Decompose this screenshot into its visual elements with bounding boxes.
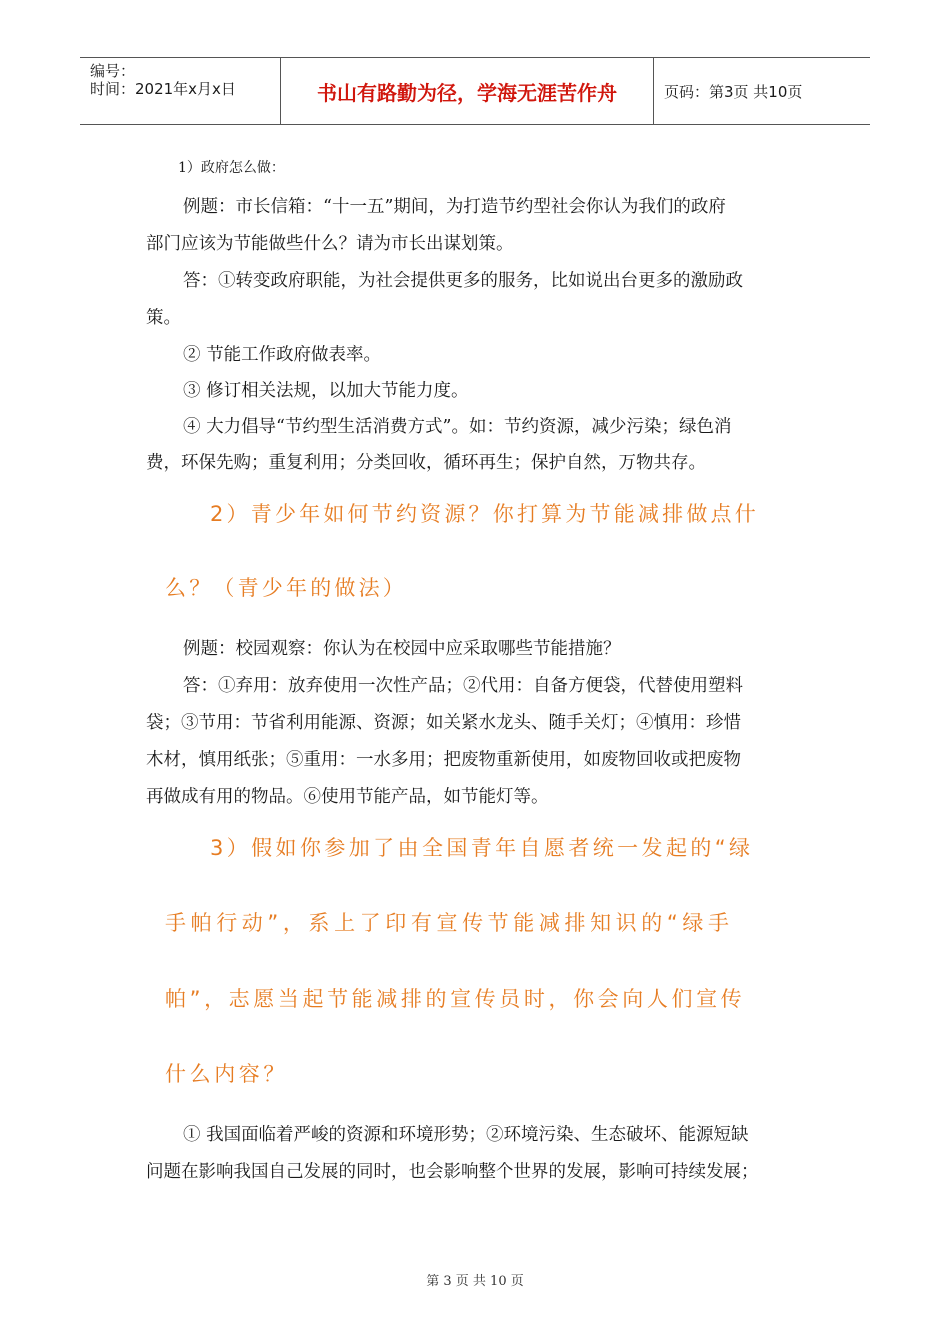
paragraph-line: 木材，慎用纸张；⑤重用：一水多用；把废物重新使用，如废物回收或把废物 [146, 750, 741, 770]
document-header [80, 57, 870, 125]
header-motto: 书山有路勤为径，学海无涯苦作舟 [280, 58, 654, 124]
page-footer: 第 3 页 共 10 页 [426, 1274, 524, 1289]
paragraph-line: 答：①转变政府职能，为社会提供更多的服务，比如说出台更多的激励政 [183, 271, 743, 291]
date-line: 时间：2021年x月x日 [90, 80, 236, 98]
paragraph-line: 答：①弃用：放弃使用一次性产品；②代用：自备方便袋，代替使用塑料 [183, 676, 743, 696]
paragraph-line: ① 我国面临着严峻的资源和环境形势；②环境污染、生态破坏、能源短缺 [183, 1125, 749, 1145]
section-2-heading-cont: 么？（青少年的做法） [165, 576, 407, 600]
paragraph-line: 例题：市长信箱：“十一五”期间，为打造节约型社会你认为我们的政府 [183, 197, 726, 217]
paragraph-line: 袋；③节用：节省利用能源、资源；如关紧水龙头、随手关灯；④慎用：珍惜 [146, 713, 741, 733]
section-1-heading: 1）政府怎么做： [178, 160, 285, 176]
paragraph-line: ④ 大力倡导“节约型生活消费方式”。如：节约资源，减少污染；绿色消 [183, 417, 732, 437]
paragraph-line: 问题在影响我国自己发展的同时，也会影响整个世界的发展，影响可持续发展； [146, 1162, 759, 1182]
paragraph-line: 例题：校园观察：你认为在校园中应采取哪些节能措施？ [183, 639, 621, 659]
paragraph-line: ② 节能工作政府做表率。 [183, 345, 382, 365]
header-page-info: 页码：第3页 共10页 [664, 82, 803, 101]
paragraph-line: 费，环保先购；重复利用；分类回收，循环再生；保护自然，万物共存。 [146, 453, 706, 473]
section-3-heading-cont: 手帕行动”，系上了印有宣传节能减排知识的“绿手 [165, 911, 734, 935]
header-meta [80, 58, 280, 124]
section-3-heading-cont: 帕”，志愿当起节能减排的宣传员时，你会向人们宣传 [165, 987, 746, 1011]
paragraph-line: ③ 修订相关法规，以加大节能力度。 [183, 381, 469, 401]
paragraph-line: 再做成有用的物品。⑥使用节能产品，如节能灯等。 [146, 787, 549, 807]
paragraph-line: 部门应该为节能做些什么？请为市长出谋划策。 [146, 234, 514, 254]
section-2-heading: 2）青少年如何节约资源？你打算为节能减排做点什 [210, 502, 759, 526]
paragraph-line: 策。 [146, 308, 181, 328]
section-3-heading-cont: 什么内容？ [165, 1062, 288, 1086]
section-3-heading: 3）假如你参加了由全国青年自愿者统一发起的“绿 [210, 836, 754, 860]
number-label: 编号： [90, 62, 136, 80]
